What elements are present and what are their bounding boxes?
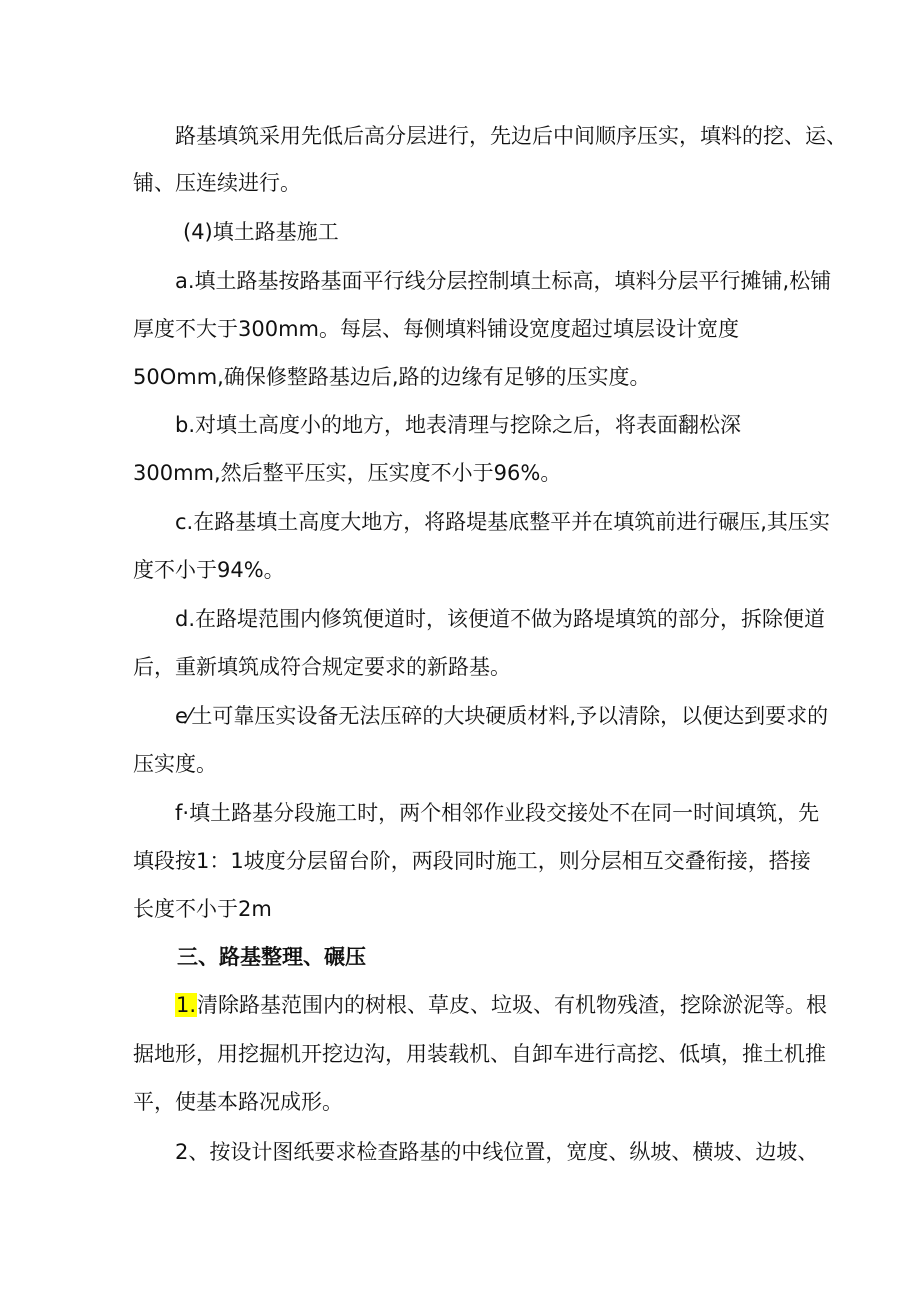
paragraph-line: 铺、压连续进行。	[133, 171, 301, 195]
paragraph-line: 300mm,然后整平压实，压实度不小于96%。	[133, 461, 562, 485]
paragraph-line: e⁄土可靠压实设备无法压碎的大块硬质材料,予以清除，以便达到要求的	[175, 704, 829, 728]
paragraph-line: 度不小于94%。	[133, 558, 285, 582]
highlighted-item-number: 1.	[176, 993, 197, 1017]
paragraph-line: b.对填土高度小的地方，地表清理与挖除之后，将表面翻松深	[175, 413, 742, 437]
paragraph-line: f·填土路基分段施工时，两个相邻作业段交接处不在同一时间填筑，先	[175, 801, 820, 825]
paragraph-line: 后，重新填筑成符合规定要求的新路基。	[133, 655, 511, 679]
paragraph-line: 填段按1：1坡度分层留台阶，两段同时施工，则分层相互交叠衔接，搭接	[133, 849, 811, 873]
paragraph-line: 厚度不大于300mm。每层、每侧填料铺设宽度超过填层设计宽度	[133, 317, 739, 341]
paragraph-line: a.填土路基按路基面平行线分层控制填土标高，填料分层平行摊铺,松铺	[175, 269, 832, 293]
subsection-title: (4)填土路基施工	[183, 220, 339, 244]
paragraph-line: 长度不小于2m	[133, 897, 272, 921]
paragraph-line: 路基填筑采用先低后高分层进行，先边后中间顺序压实，填料的挖、运、	[175, 124, 847, 148]
paragraph-line: 压实度。	[133, 752, 217, 776]
paragraph-line: 据地形，用挖掘机开挖边沟，用装载机、自卸车进行高挖、低填，推土机推	[133, 1042, 826, 1066]
paragraph-line: 50Omm,确保修整路基边后,路的边缘有足够的压实度。	[133, 365, 651, 389]
paragraph-line: c.在路基填土高度大地方，将路堤基底整平并在填筑前进行碾压,其压实	[175, 510, 830, 534]
paragraph-line: 平，使基本路况成形。	[133, 1090, 343, 1114]
paragraph-line	[175, 990, 827, 1020]
paragraph-text: 清除路基范围内的树根、草皮、垃圾、有机物残渣，挖除淤泥等。根	[197, 993, 828, 1017]
paragraph-line: 2、按设计图纸要求检查路基的中线位置，宽度、纵坡、横坡、边坡、	[175, 1140, 819, 1164]
section-heading: 三、路基整理、碾压	[177, 945, 366, 969]
paragraph-line: d.在路堤范围内修筑便道时，该便道不做为路堤填筑的部分，拆除便道	[175, 607, 826, 631]
